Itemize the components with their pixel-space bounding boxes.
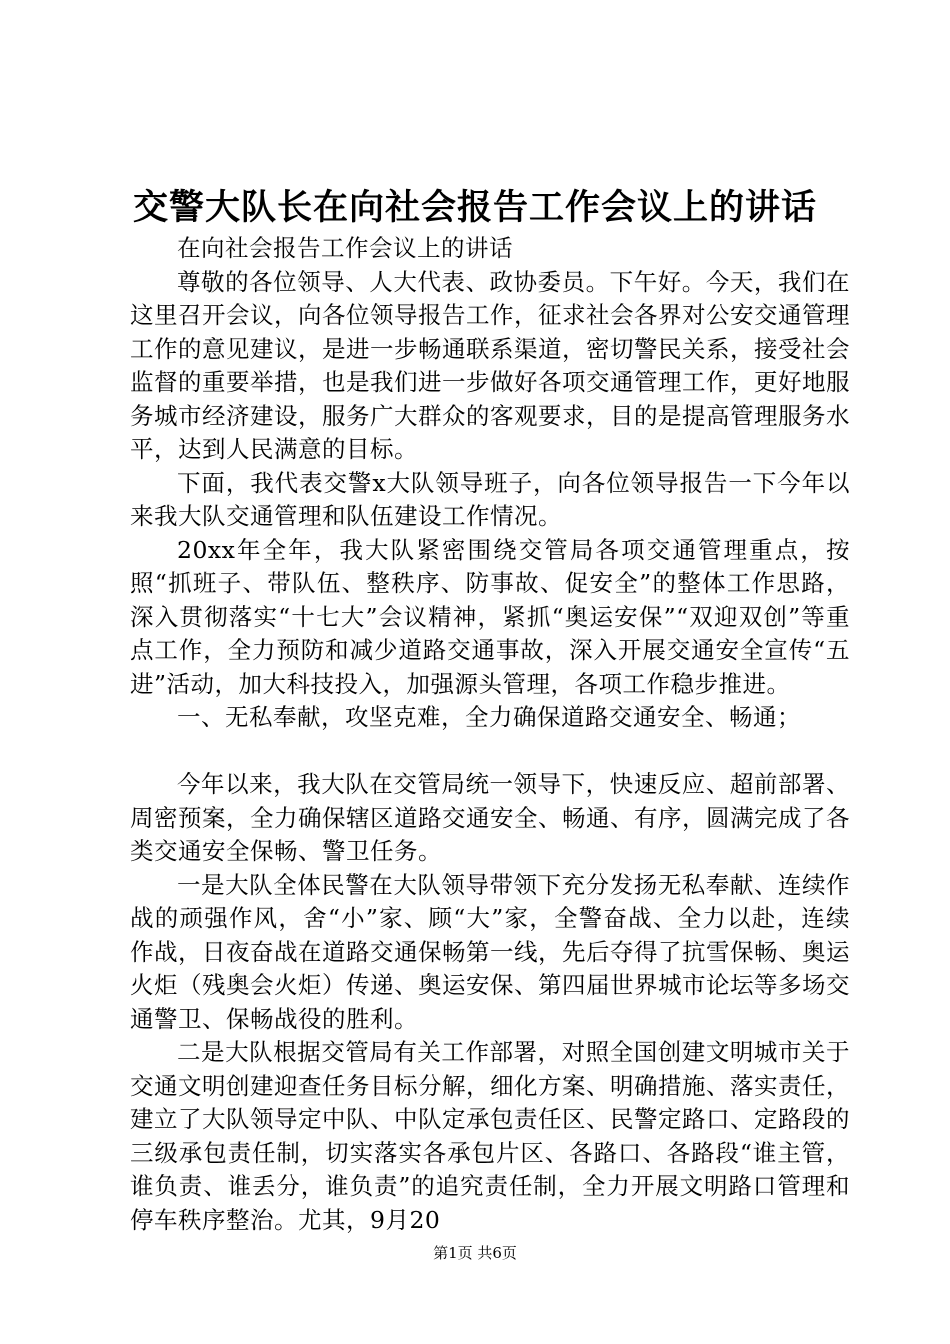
document-body: [130, 232, 850, 1237]
paragraph-intro: 下面，我代表交警x大队领导班子，向各位领导报告一下今年以来我大队交通管理和队伍建设工作情况。: [130, 468, 850, 530]
paragraph-point-two: 二是大队根据交管局有关工作部署，对照全国创建文明城市关于交通文明创建迎查任务目标分解，细化方案、明确措施、落实责任，建立了大队领导定中队、中队定承包责任区、民警定路口、定路段的三级承包责任制，切实落实各承包片区、各路口、各路段“谁主管，谁负责、谁丢分，谁负责”的追究责任制，全力开展文明路口管理和停车秩序整治。尤其，9月20: [130, 1038, 850, 1234]
paragraph-overview: 20xx年全年，我大队紧密围绕交管局各项交通管理重点，按照“抓班子、带队伍、整秩序、防事故、促安全”的整体工作思路，深入贯彻落实“十七大”会议精神，紧抓“奥运安保”“双迎双创”等重点工作，全力预防和减少道路交通事故，深入开展交通安全宣传“五进”活动，加大科技投入，加强源头管理，各项工作稳步推进。: [130, 535, 850, 698]
blank-line: [130, 735, 850, 769]
paragraph-section-one: 今年以来，我大队在交管局统一领导下，快速反应、超前部署、周密预案，全力确保辖区道路交通安全、畅通、有序，圆满完成了各类交通安全保畅、警卫任务。: [130, 770, 850, 865]
page-number: 第1页 共6页: [433, 1244, 517, 1262]
paragraph-point-one: 一是大队全体民警在大队领导带领下充分发扬无私奉献、连续作战的顽强作风，舍“小”家、顾“大”家，全警奋战、全力以赴，连续作战，日夜奋战在道路交通保畅第一线，先后夺得了抗雪保畅、奥运火炬（残奥会火炬）传递、奥运安保、第四届世界城市论坛等多场交通警卫、保畅战役的胜利。: [130, 870, 850, 1033]
document-title: 交警大队长在向社会报告工作会议上的讲话: [132, 187, 817, 228]
paragraph-subtitle: 在向社会报告工作会议上的讲话: [177, 234, 513, 262]
section-heading-one: 一、无私奉献，攻坚克难，全力确保道路交通安全、畅通；: [177, 703, 801, 731]
paragraph-greeting: 尊敬的各位领导、人大代表、政协委员。下午好。今天，我们在这里召开会议，向各位领导报告工作，征求社会各界对公安交通管理工作的意见建议，是进一步畅通联系渠道，密切警民关系，接受社会监督的重要举措，也是我们进一步做好各项交通管理工作，更好地服务城市经济建设，服务广大群众的客观要求，目的是提高管理服务水平，达到人民满意的目标。: [130, 267, 850, 463]
